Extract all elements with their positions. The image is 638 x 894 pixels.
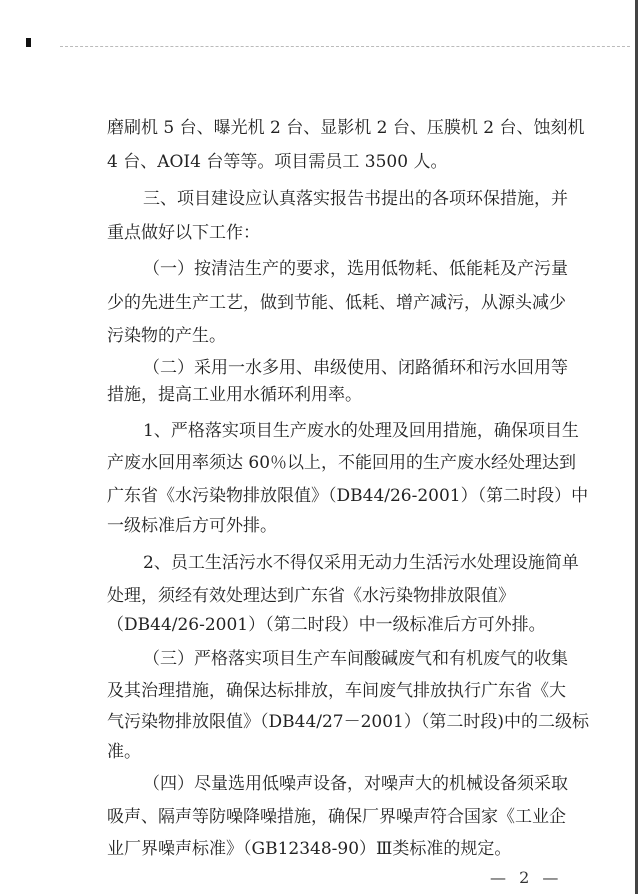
scan-mark [26,38,31,47]
text-line: 1、严格落实项目生产废水的处理及回用措施，确保项目生 [143,421,579,441]
text-line: 业厂界噪声标准》（GB12348-90）Ⅲ类标准的规定。 [107,839,512,859]
text-line: （四）尽量选用低噪声设备，对噪声大的机械设备须采取 [143,774,568,794]
text-line: （三）严格落实项目生产车间酸碱废气和有机废气的收集 [143,649,568,669]
text-line: 广东省《水污染物排放限值》（DB44/26-2001）（第二时段）中 [107,486,589,506]
text-line: 一级标准后方可外排。 [107,516,277,536]
text-line: 磨刷机 5 台、曝光机 2 台、显影机 2 台、压膜机 2 台、蚀刻机 [107,118,585,138]
text-line: 吸声、隔声等防噪降噪措施，确保厂界噪声符合国家《工业企 [107,807,566,827]
text-line: （一）按清洁生产的要求，选用低物耗、低能耗及产污量 [143,259,568,279]
text-line: 污染物的产生。 [107,326,226,346]
text-line: 气污染物排放限值》（DB44/27－2001）（第二时段)中的二级标 [107,712,590,732]
text-line: 处理，须经有效处理达到广东省《水污染物排放限值》 [107,586,515,606]
text-line: 三、项目建设应认真落实报告书提出的各项环保措施，并 [143,189,568,209]
text-line: 准。 [107,742,141,762]
text-line: 少的先进生产工艺，做到节能、低耗、增产减污，从源头减少 [107,293,566,313]
text-line: 及其治理措施，确保达标排放，车间废气排放执行广东省《大 [107,681,566,701]
text-line: （DB44/26-2001）（第二时段）中一级标准后方可外排。 [107,615,546,635]
text-line: 产废水回用率须达 60％以上，不能回用的生产废水经处理达到 [107,453,577,473]
text-line: 4 台、AOI4 台等等。项目需员工 3500 人。 [107,152,448,172]
text-line: 措施，提高工业用水循环利用率。 [107,385,362,405]
text-line: 重点做好以下工作： [107,223,260,243]
page-number: — 2 — [490,868,563,887]
text-line: 2、员工生活污水不得仅采用无动力生活污水处理设施简单 [143,553,579,573]
scan-edge-top [60,46,630,48]
text-line: （二）采用一水多用、串级使用、闭路循环和污水回用等 [143,358,568,378]
